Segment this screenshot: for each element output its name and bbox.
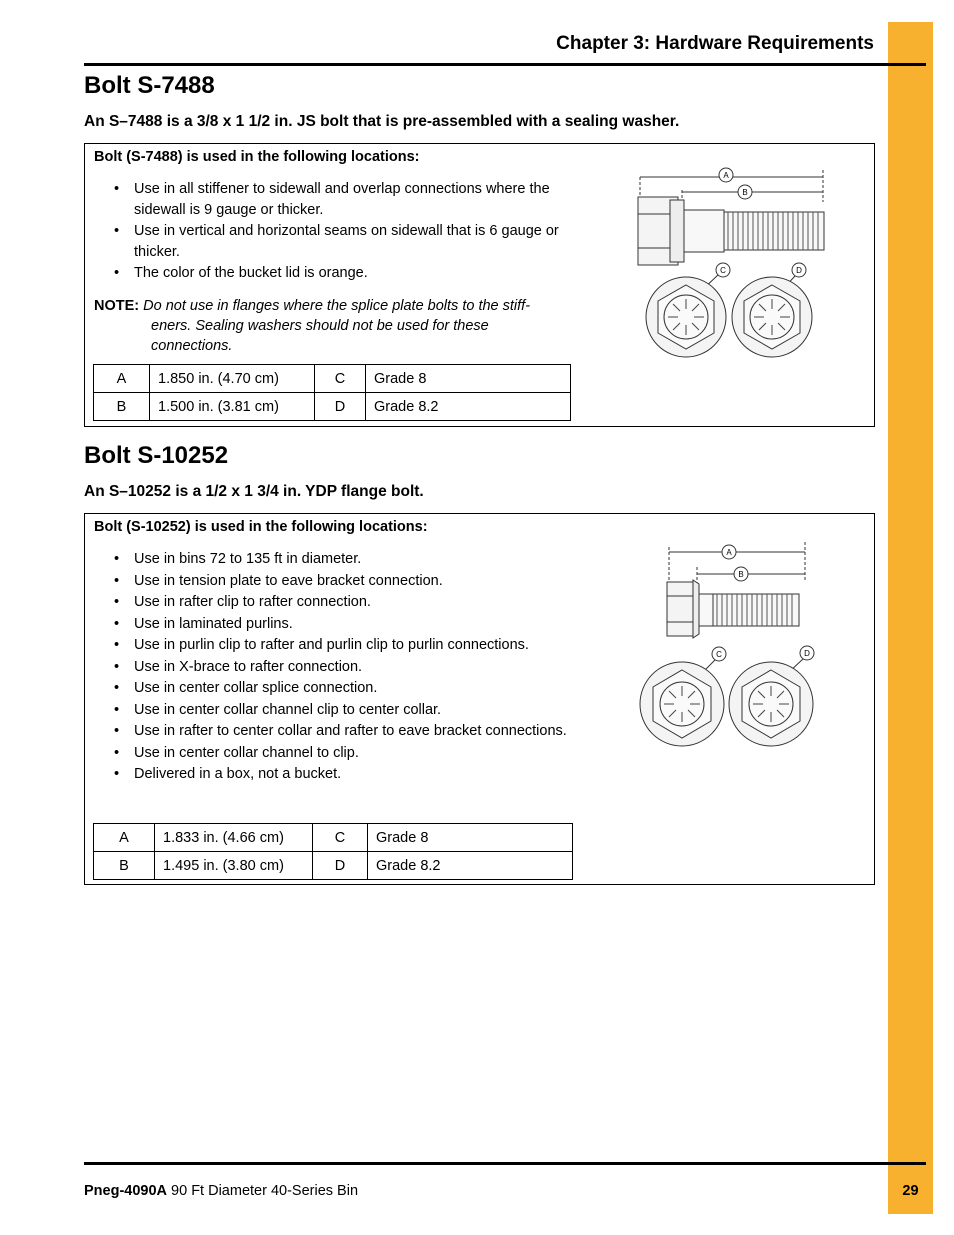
list-item: • Use in rafter to center collar and rafter to eave bracket connections. xyxy=(114,721,569,742)
table-cell: 1.850 in. (4.70 cm) xyxy=(150,365,315,393)
table-cell: D xyxy=(313,852,368,880)
footer-rule xyxy=(84,1162,926,1165)
figure-label: D xyxy=(796,266,802,275)
table-cell: B xyxy=(94,852,155,880)
table-row xyxy=(94,393,571,421)
section-intro: An S–7488 is a 3/8 x 1 1/2 in. JS bolt that is pre-assembled with a sealing washer. xyxy=(84,113,680,130)
figure-label: C xyxy=(716,650,722,659)
box-title: Bolt (S-10252) is used in the following locations: xyxy=(94,519,428,535)
figure-label: C xyxy=(720,266,726,275)
table-cell: Grade 8.2 xyxy=(368,852,573,880)
section-intro: An S–10252 is a 1/2 x 1 3/4 in. YDP flange bolt. xyxy=(84,483,424,500)
list-item: • Use in laminated purlins. xyxy=(114,614,569,635)
list-item: • Use in rafter clip to rafter connection. xyxy=(114,592,569,613)
figure-label: A xyxy=(723,171,729,180)
list-item: • Use in center collar channel clip to center collar. xyxy=(114,700,569,721)
table-cell: Grade 8.2 xyxy=(366,393,571,421)
table-cell: D xyxy=(315,393,366,421)
table-cell: Grade 8 xyxy=(366,365,571,393)
table-row xyxy=(94,365,571,393)
usage-list xyxy=(114,179,569,285)
table-cell: C xyxy=(315,365,366,393)
table-row xyxy=(94,824,573,852)
header-rule xyxy=(84,63,926,66)
page-number: 29 xyxy=(902,1183,919,1199)
chapter-title: Chapter 3: Hardware Requirements xyxy=(556,33,874,54)
figure-label: A xyxy=(726,548,732,557)
list-item: • Use in all stiffener to sidewall and overlap connections where the sidewall is 9 gauge or thicker. xyxy=(114,179,569,220)
bolt-diagram xyxy=(630,162,860,362)
list-item: • The color of the bucket lid is orange. xyxy=(114,263,569,284)
list-item: • Use in center collar channel to clip. xyxy=(114,743,569,764)
figure-label: B xyxy=(742,188,748,197)
usage-list xyxy=(114,549,569,786)
table-cell: C xyxy=(313,824,368,852)
bolt-diagram xyxy=(637,542,847,762)
list-item: • Use in tension plate to eave bracket connection. xyxy=(114,571,569,592)
table-cell: 1.500 in. (3.81 cm) xyxy=(150,393,315,421)
usage-box xyxy=(84,513,875,885)
figure-label: B xyxy=(738,570,744,579)
footer xyxy=(84,1183,358,1199)
section-title: Bolt S-7488 xyxy=(84,72,215,99)
note xyxy=(94,296,564,356)
list-item: • Use in bins 72 to 135 ft in diameter. xyxy=(114,549,569,570)
spec-table xyxy=(93,823,573,880)
table-cell: B xyxy=(94,393,150,421)
list-item: • Delivered in a box, not a bucket. xyxy=(114,764,569,785)
figure-label: D xyxy=(804,649,810,658)
note-text: Do not use in flanges where the splice plate bolts to the stiff- xyxy=(143,298,531,314)
table-cell: 1.495 in. (3.80 cm) xyxy=(155,852,313,880)
spec-table xyxy=(93,364,571,421)
table-row xyxy=(94,852,573,880)
table-cell: 1.833 in. (4.66 cm) xyxy=(155,824,313,852)
table-cell: Grade 8 xyxy=(368,824,573,852)
table-cell: A xyxy=(94,365,150,393)
list-item: • Use in purlin clip to rafter and purlin clip to purlin connections. xyxy=(114,635,569,656)
doc-id: Pneg-4090A xyxy=(84,1183,168,1199)
section-title: Bolt S-10252 xyxy=(84,442,229,469)
note-text-cont: eners. Sealing washers should not be used for these connections. xyxy=(151,318,489,354)
table-cell: A xyxy=(94,824,155,852)
usage-box xyxy=(84,143,875,427)
list-item: • Use in vertical and horizontal seams on sidewall that is 6 gauge or thicker. xyxy=(114,221,569,262)
list-item: • Use in center collar splice connection. xyxy=(114,678,569,699)
note-label: NOTE: xyxy=(94,298,140,314)
doc-title: 90 Ft Diameter 40-Series Bin xyxy=(167,1183,359,1199)
chapter-tab xyxy=(888,22,933,1214)
box-title: Bolt (S-7488) is used in the following locations: xyxy=(94,149,420,165)
list-item: • Use in X-brace to rafter connection. xyxy=(114,657,569,678)
